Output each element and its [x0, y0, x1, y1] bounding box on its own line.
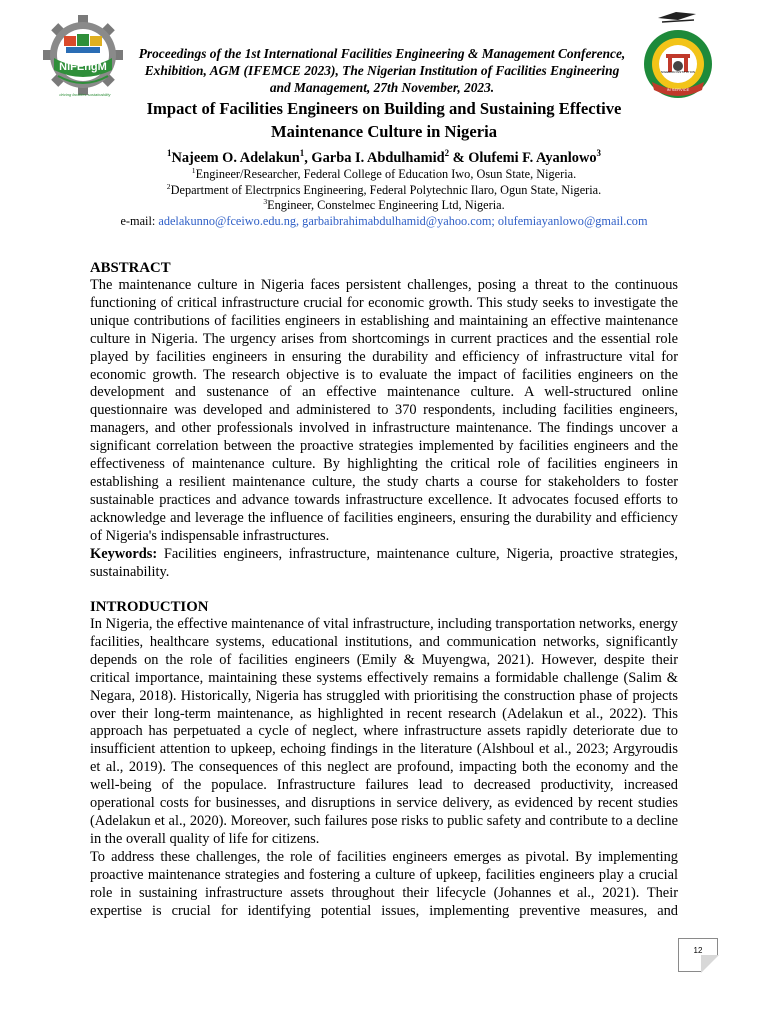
conference-header-line: Proceedings of the 1st International Facilities Engineering & Management Conference, — [138, 46, 626, 61]
introduction-paragraph: In Nigeria, the effective maintenance of vital infrastructure, including transportation networks, energy facilities, healthcare systems, educational institutions, and communication networks, significantly depends on the role of facilities engineers (Emily & Muyengwa, 2021). However, despite their critical importance, maintaining these systems effectively remains a formidable challenge (Salim & Negara, 2018). Historically, Nigeria has struggled with prioritising the construction phase of projects over their long-term maintenance, as highlighted in recent research (Adelakun et al., 2022). This approach has perpetuated a cycle of neglect, where infrastructure assets rapidly deteriorate due to insufficient attention to upkeep, echoing findings in the literature (Alshboul et al., 2023; Argyroudis et al., 2019). The consequences of this neglect are profound, impacting both the economy and the well-being of the populace. Infrastructure failures lead to decreased productivity, increased operational costs for businesses, and disruptions in service delivery, as evidenced by recent studies (Adelakun et al., 2020). Moreover, such failures pose risks to public safety and contribute to a decline in the overall quality of life for citizens. — [90, 616, 678, 847]
nifengm-logo-text: NIFEngM — [59, 61, 107, 73]
nifengm-logo-tagline: driving facilities sustainability — [59, 92, 111, 97]
affiliation-line — [90, 183, 678, 199]
author-name: , Garba I. Abdulhamid — [304, 150, 445, 166]
abstract-body — [90, 277, 678, 581]
affiliation-sup: 3 — [263, 197, 268, 207]
abstract-heading: ABSTRACT — [90, 260, 171, 276]
page-number-box — [678, 938, 718, 972]
page-number: 12 — [693, 946, 703, 955]
affiliation-sup: 1 — [191, 165, 196, 175]
affiliation-line — [90, 167, 678, 183]
affiliation-text: Engineer, Constelmec Engineering Ltd, Nigeria. — [267, 198, 505, 213]
conference-header-line: and Management, 27th November, 2023. — [269, 80, 495, 95]
author-name: Najeem O. Adelakun — [171, 150, 300, 166]
email-label: e-mail: — [120, 214, 159, 228]
abstract-text: The maintenance culture in Nigeria faces persistent challenges, posing a threat to the continuous functioning of critical infrastructure crucial for economic growth. This study seeks to investigate the unique contributions of facilities engineers in establishing and maintaining an effective maintenance culture in Nigeria. The urgency arises from shortcomings in current practices and the essential role played by facilities engineers in ensuring the durability and efficiency of infrastructure vital for economic growth. The research objective is to evaluate the impact of facilities engineers on the development and sustenance of an effective maintenance culture. A well-structured online questionnaire was developed and administered to 370 respondents, including facilities engineers, managers, and other professionals involved in infrastructure maintenance. The findings uncover a significant correlation between the proactive strategies implemented by facilities engineers and the effectiveness of maintenance culture. By highlighting the critical role of facilities engineers in establishing a resilient maintenance culture, the study charts a course for stakeholders to foster sustainable practices and advance towards infrastructure excellence. It advocates focused efforts to acknowledge and leverage the influence of facilities engineers, ensuring the durability and efficiency of Nigeria's indispensable infrastructures. — [90, 277, 678, 544]
paper-title — [112, 97, 656, 143]
institution-crest-text: NIGERIAN INSTITUTION — [660, 70, 696, 74]
nifengm-logo — [42, 14, 124, 96]
paper-title-line: Impact of Facilities Engineers on Building and Sustaining Effective — [146, 99, 622, 118]
keywords-label: Keywords: — [90, 545, 158, 562]
author-sup: 1 — [299, 148, 305, 159]
affiliation-text: Engineer/Researcher, Federal College of Education Iwo, Osun State, Nigeria. — [195, 167, 577, 181]
page-curl-icon — [701, 955, 719, 973]
institution-crest-ribbon: IN SERVICE — [666, 87, 690, 92]
affiliation-sup: 2 — [166, 181, 171, 191]
keywords-text: Facilities engineers, infrastructure, maintenance culture, Nigeria, proactive strategies, sustainability. — [90, 545, 678, 580]
introduction-paragraph: To address these challenges, the role of facilities engineers emerges as pivotal. By implementing proactive maintenance strategies and fostering a culture of upkeep, facilities engineers play a crucial role in sustaining infrastructure assets throughout their lifecycle (Johannes et al., 2021). Their expertise is crucial for identifying potential issues, implementing preventive measures, and — [90, 848, 678, 919]
institution-crest-logo — [640, 8, 716, 100]
author-name: & Olufemi F. Ayanlowo — [449, 150, 597, 166]
conference-header-line: Exhibition, AGM (IFEMCE 2023), The Nigerian Institution of Facilities Engineering — [144, 63, 620, 78]
author-sup: 1 — [166, 148, 172, 159]
conference-header — [128, 45, 636, 96]
affiliation-line — [90, 198, 678, 214]
author-sup: 3 — [596, 148, 601, 159]
affiliation-text: Department of Electrpnics Engineering, Federal Polytechnic Ilaro, Ogun State, Nigeria. — [170, 182, 602, 197]
email-links[interactable]: adelakunno@fceiwo.edu.ng, garbaibrahimabdulhamid@yahoo.com; olufemiayanlowo@gmail.com — [158, 214, 648, 228]
introduction-heading: INTRODUCTION — [90, 599, 209, 615]
email-line — [90, 214, 678, 229]
keywords — [90, 546, 678, 582]
introduction-body — [90, 616, 678, 920]
author-sup: 2 — [444, 148, 450, 159]
paper-title-line: Maintenance Culture in Nigeria — [271, 122, 497, 141]
author-list — [90, 150, 678, 167]
affiliations — [90, 167, 678, 214]
